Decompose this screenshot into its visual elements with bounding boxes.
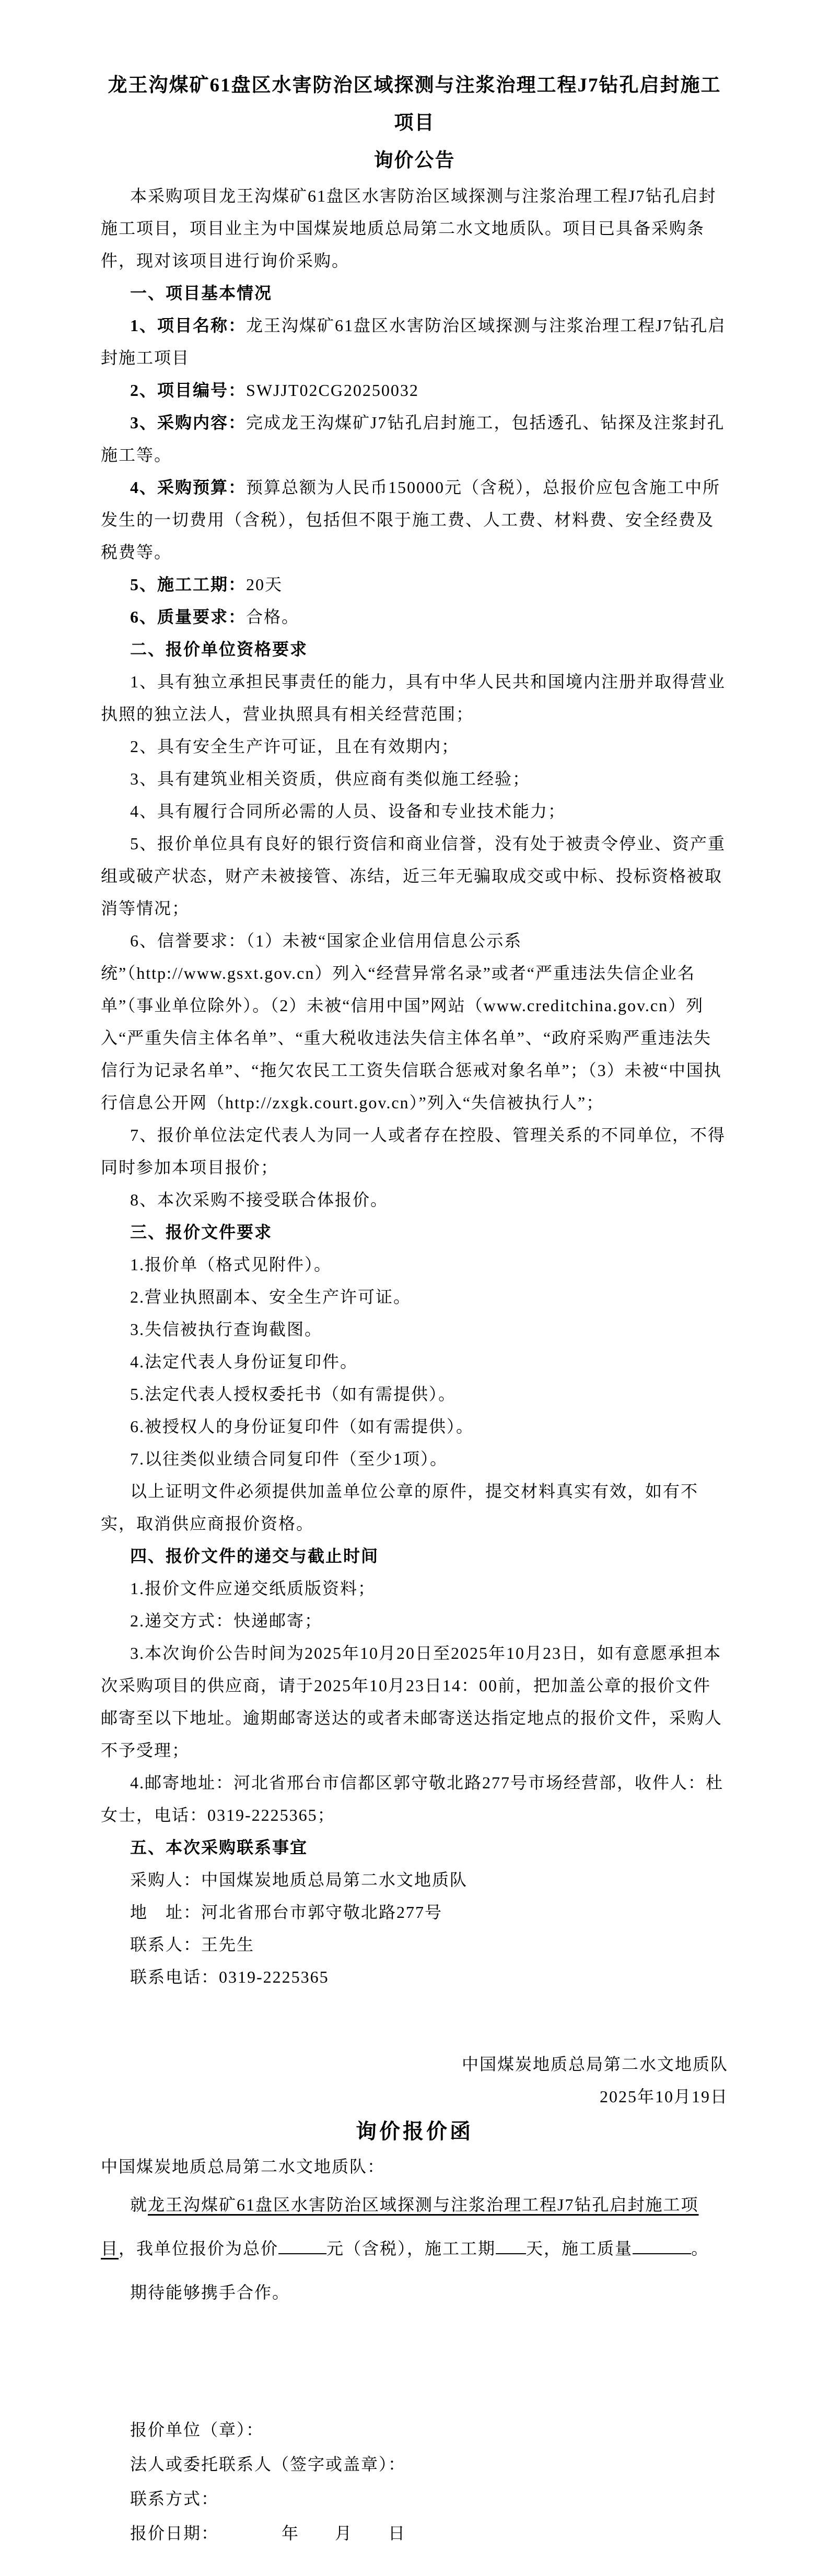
quote-doc-item: 6.被授权人的身份证复印件（如有需提供）。	[130, 1417, 474, 1436]
sign-legal-line: 法人或委托联系人（签字或盖章）：	[130, 2455, 406, 2474]
letter-body-mid3: 天，施工质量	[526, 2239, 633, 2258]
quote-doc-item: 4.法定代表人身份证复印件。	[130, 1352, 358, 1371]
qualification-item: 5、报价单位具有良好的银行资信和商业信誉，没有处于被责令停业、资产重组或破产状态，财产未被接管、冻结，近三年无骗取成交或中标、投标资格被取消等情况；	[101, 834, 726, 918]
budget-item	[101, 471, 728, 568]
underlined-project-name: 龙王沟煤矿61盘区水害防治区域探测与注浆治理工程J7钻孔启封施工项目	[101, 2195, 699, 2258]
duration-item	[101, 568, 728, 601]
project-number-value: SWJJT02CG20250032	[246, 381, 419, 400]
issue-date: 2025年10月19日	[599, 2087, 728, 2106]
qualification-item: 8、本次采购不接受联合体报价。	[130, 1190, 389, 1209]
sign-contact-line: 联系方式：	[130, 2489, 219, 2508]
budget-value: 预算总额为人民币150000元（含税），总报价应包含施工中所发生的一切费用（含税），包括但不限于施工费、人工费、材料费、安全经费及税费等。	[101, 478, 721, 561]
qualification-item: 4、具有履行合同所必需的人员、设备和专业技术能力；	[130, 802, 566, 821]
issuer-name: 中国煤炭地质总局第二水文地质队	[461, 2055, 728, 2074]
quote-doc-item: 1.报价单（格式见附件）。	[130, 1255, 332, 1274]
qualification-item: 3、具有建筑业相关资质，供应商有类似施工经验；	[130, 769, 531, 788]
qualification-item: 7、报价单位法定代表人为同一人或者存在控股、管理关系的不同单位，不得同时参加本项目报价；	[101, 1126, 726, 1177]
project-number-label: 2、项目编号：	[130, 381, 247, 400]
address-line: 地 址：河北省邢台市郭守敬北路277号	[130, 1903, 443, 1922]
quality-item	[101, 601, 728, 633]
qualification-item: 2、具有安全生产许可证，且在有效期内；	[130, 737, 460, 756]
section-2-heading: 二、报价单位资格要求	[130, 640, 308, 659]
purchaser-line: 采购人：中国煤炭地质总局第二水文地质队	[130, 1870, 468, 1889]
price-blank-field	[278, 2235, 326, 2254]
quality-blank-field	[633, 2235, 691, 2254]
letter-salutation: 中国煤炭地质总局第二水文地质队：	[101, 2157, 386, 2176]
project-name-label: 1、项目名称：	[130, 316, 247, 335]
intro-paragraph: 本采购项目龙王沟煤矿61盘区水害防治区域探测与注浆治理工程J7钻孔启封施工项目，项目业主为中国煤炭地质总局第二水文地质队。项目已具备采购条件，现对该项目进行询价采购。	[101, 186, 717, 270]
letter-title: 询价报价函	[356, 2120, 473, 2143]
procurement-content-item	[101, 406, 728, 471]
submission-item: 4.邮寄地址：河北省邢台市信都区郭守敬北路277号市场经营部，收件人：杜女士，电话：0319-2225365；	[101, 1773, 724, 1824]
qualification-item: 1、具有独立承担民事责任的能力，具有中华人民共和国境内注册并取得营业执照的独立法人，营业执照具有相关经营范围；	[101, 672, 726, 723]
qualification-item: 6、信誉要求：（1）未被“国家企业信用信息公示系统”（http://www.gsxt.gov.cn）列入“经营异常名录”或者“严重违法失信企业名单”（事业单位除外）。（2）未被“信用中国”网站（www.creditchina.gov.cn）列入“严重失信主体名单”、“重大税收违法失信主体名单”、“政府采购严重违法失信行为记录名单”、“拖欠农民工工资失信联合惩戒对象名单”；（3）未被“中国执行信息公开网（http://zxgk.court.gov.cn）”列入“失信被执行人”；	[101, 931, 722, 1112]
quality-label: 6、质量要求：	[130, 607, 247, 626]
document-page	[0, 67, 829, 2576]
budget-label: 4、采购预算：	[130, 478, 247, 497]
duration-blank-field	[496, 2235, 526, 2254]
quote-doc-item: 2.营业执照副本、安全生产许可证。	[130, 1287, 412, 1306]
project-name-value: 龙王沟煤矿61盘区水害防治区域探测与注浆治理工程J7钻孔启封施工项目	[101, 316, 726, 367]
project-name-item	[101, 309, 728, 374]
section-4-heading: 四、报价文件的递交与截止时间	[130, 1547, 379, 1565]
letter-head	[101, 2048, 728, 2113]
submission-item: 2.递交方式：快递邮寄；	[130, 1611, 323, 1630]
quote-doc-item: 7.以往类似业绩合同复印件（至少1项）。	[130, 1449, 448, 1468]
letter-closing: 期待能够携手合作。	[130, 2283, 290, 2302]
signature-block	[101, 2413, 728, 2516]
duration-value: 20天	[246, 575, 283, 594]
letter-body-end: 。	[691, 2239, 709, 2258]
letter-body-prefix: 就	[130, 2195, 148, 2214]
project-number-item	[101, 374, 728, 406]
letter-body-mid1: ，我单位报价为总价	[119, 2239, 279, 2258]
letter-body-mid2: 元（含税），施工工期	[326, 2239, 496, 2258]
section-3-heading: 三、报价文件要求	[130, 1223, 273, 1242]
submission-item: 1.报价文件应递交纸质版资料；	[130, 1579, 376, 1598]
quote-doc-item: 3.失信被执行查询截图。	[130, 1320, 323, 1339]
quote-doc-note: 以上证明文件必须提供加盖单位公章的原件，提交材料真实有效，如有不实，取消供应商报价资格。	[101, 1482, 699, 1533]
quote-doc-item: 5.法定代表人授权委托书（如有需提供）。	[130, 1385, 457, 1403]
quality-value: 合格。	[246, 607, 300, 626]
page-title	[101, 67, 728, 180]
page-title-line2: 询价公告	[373, 150, 456, 171]
submission-item: 3.本次询价公告时间为2025年10月20日至2025年10月23日，如有意愿承担本次采购项目的供应商，请于2025年10月23日14：00前，把加盖公章的报价文件邮寄至以下地址。逾期邮寄送达的或者未邮寄送达指定地点的报价文件，采购人不予受理；	[101, 1644, 723, 1760]
section-5-heading: 五、本次采购联系事宜	[130, 1838, 308, 1857]
duration-label: 5、施工工期：	[130, 575, 247, 594]
letter-body-paragraph	[101, 2183, 728, 2270]
quote-date-line: 报价日期： 年 月 日	[130, 2524, 406, 2543]
page-title-line1: 龙王沟煤矿61盘区水害防治区域探测与注浆治理工程J7钻孔启封施工项目	[108, 75, 721, 134]
procurement-content-value: 完成龙王沟煤矿J7钻孔启封施工，包括透孔、钻探及注浆封孔施工等。	[101, 413, 725, 464]
contact-person-line: 联系人：王先生	[130, 1935, 255, 1954]
procurement-content-label: 3、采购内容：	[130, 413, 247, 432]
section-1-heading: 一、项目基本情况	[130, 284, 273, 302]
sign-unit-line: 报价单位（章）：	[130, 2420, 264, 2439]
contact-phone-line: 联系电话：0319-2225365	[130, 1968, 329, 1986]
